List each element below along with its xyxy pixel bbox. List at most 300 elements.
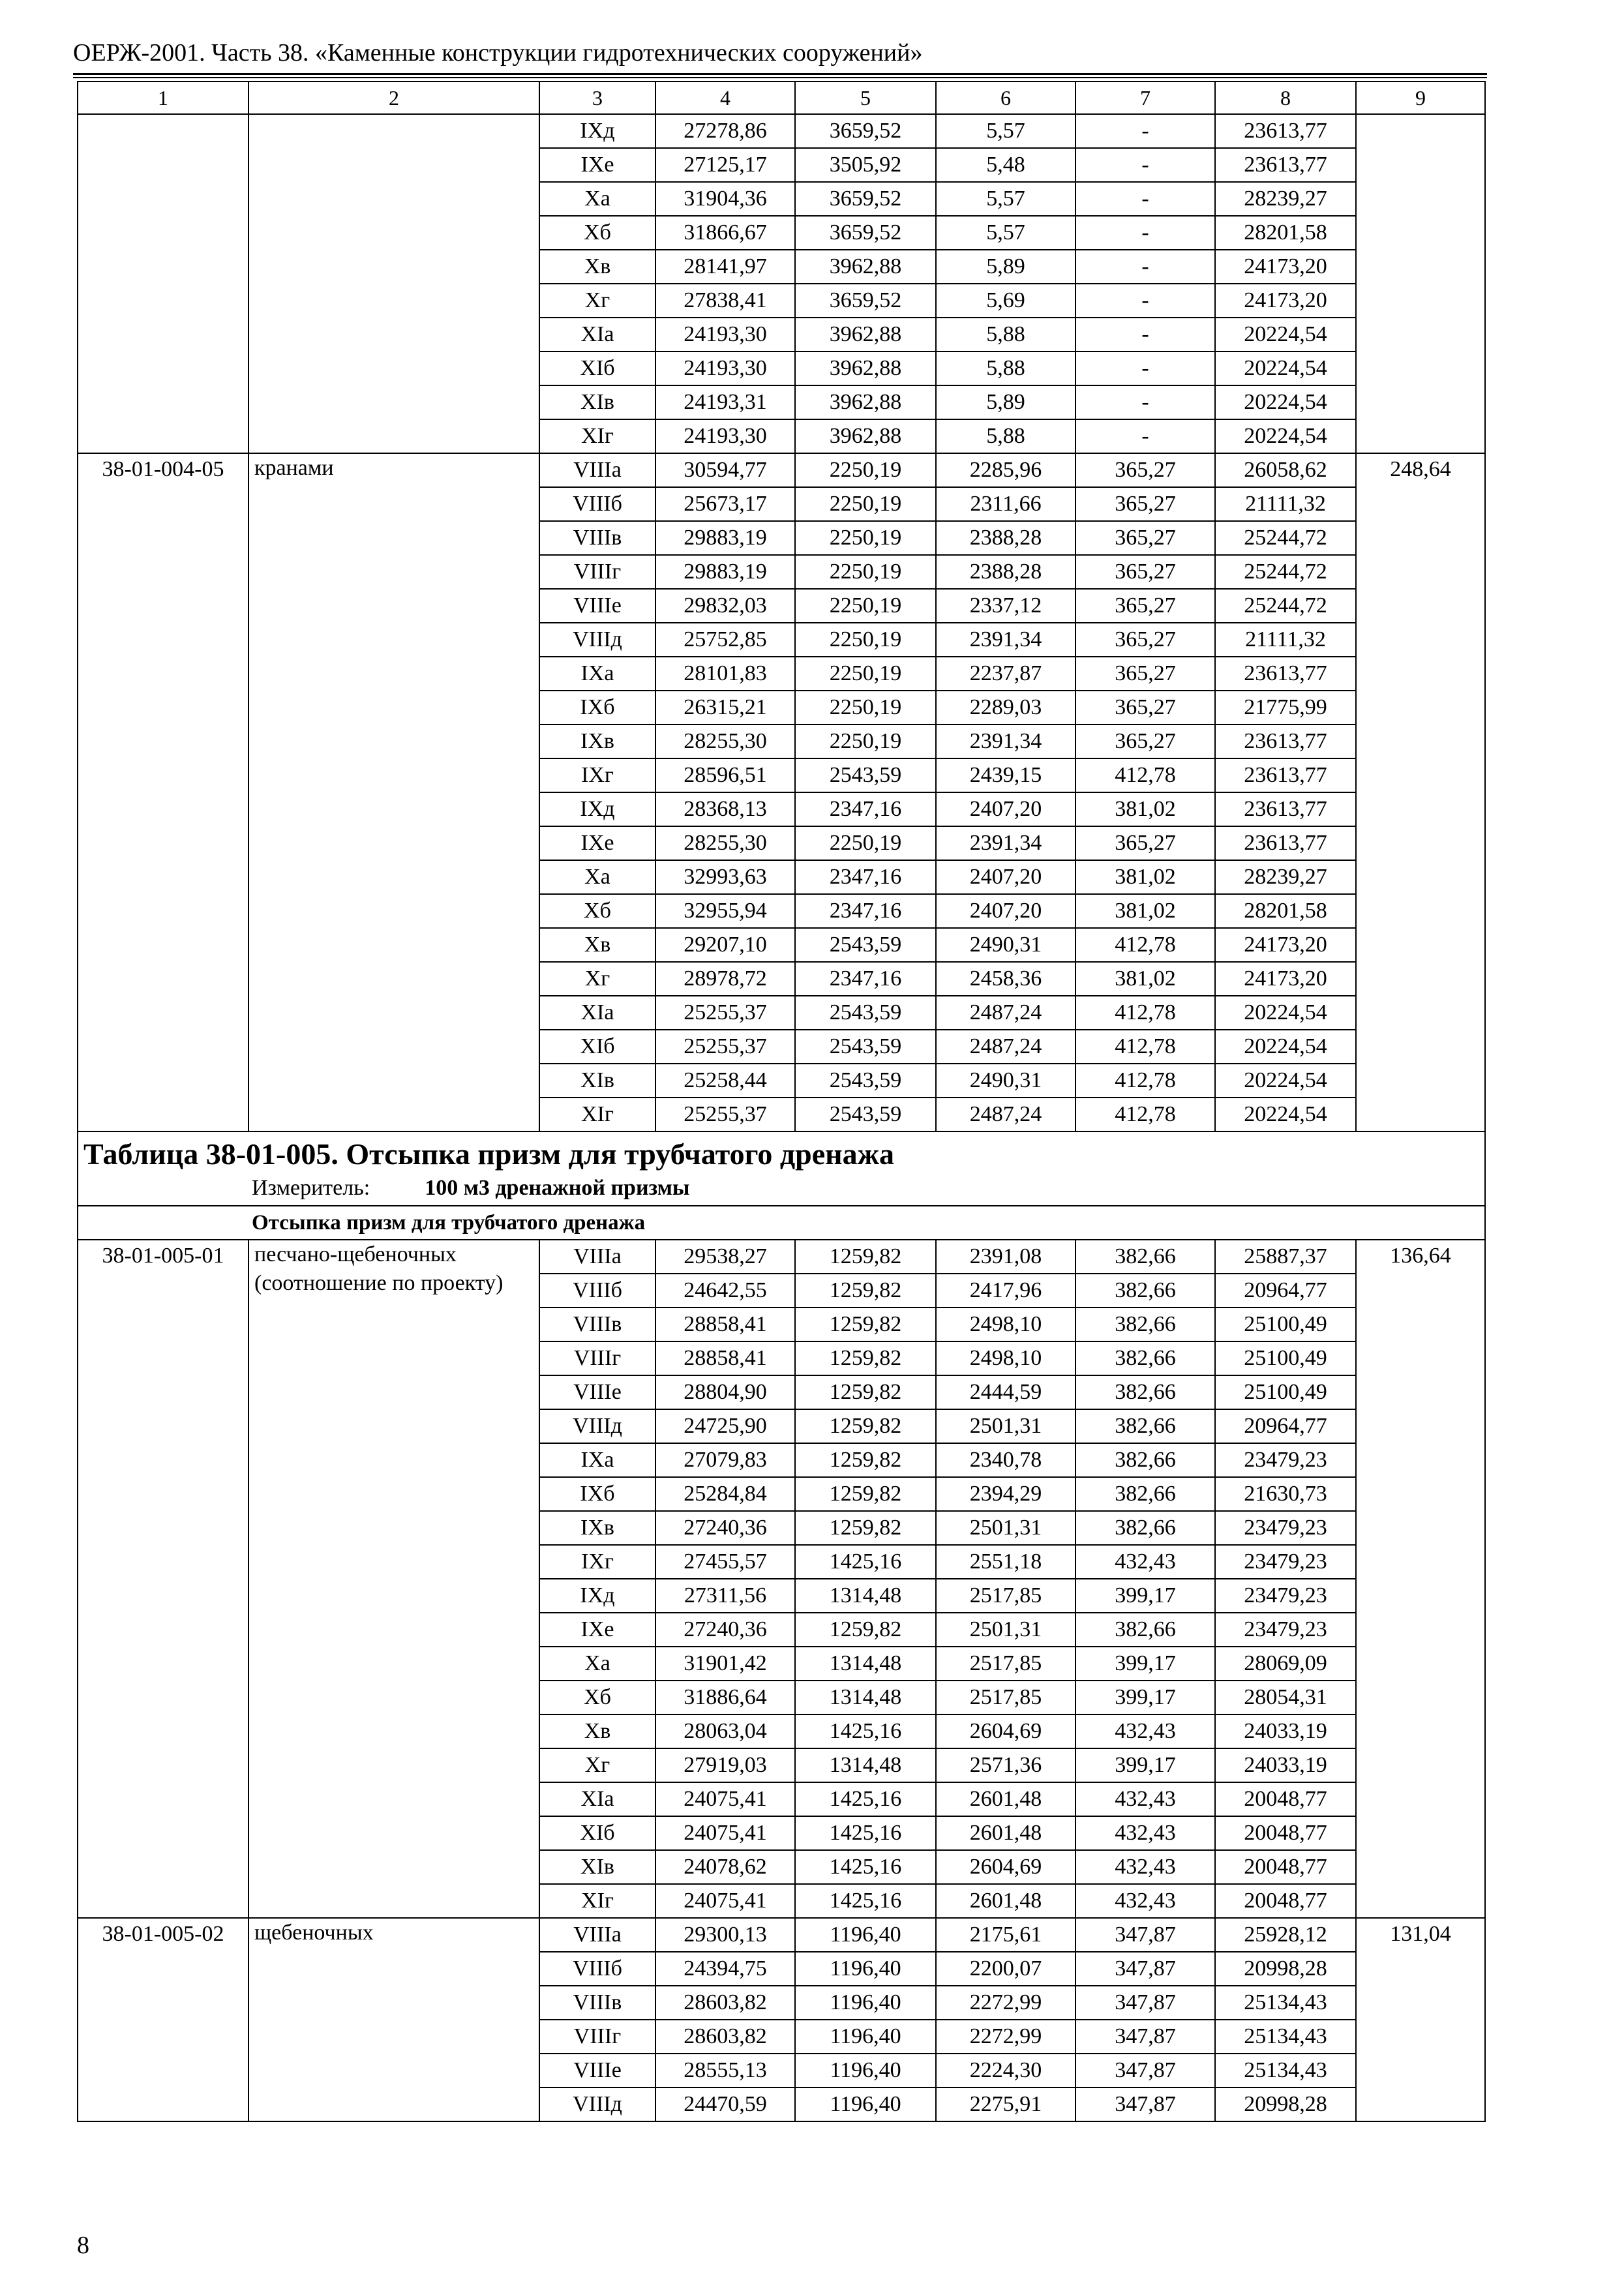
cell-class: VIIIг	[539, 1341, 655, 1375]
cell-col4: 27240,36	[655, 1613, 795, 1647]
cell-col8: 24173,20	[1215, 284, 1356, 318]
cell-col8: 20048,77	[1215, 1884, 1356, 1918]
cell-class: XIa	[539, 1782, 655, 1816]
cell-col6: 2517,85	[936, 1681, 1075, 1714]
cell-col8: 24033,19	[1215, 1714, 1356, 1748]
cell-col6: 2388,28	[936, 555, 1075, 589]
cell-col5: 2543,59	[795, 1098, 936, 1131]
cell-class: XIб	[539, 1816, 655, 1850]
cell-col4: 29207,10	[655, 928, 795, 962]
cell-col8: 20998,28	[1215, 1952, 1356, 1986]
cell-col5: 1259,82	[795, 1477, 936, 1511]
cell-col7: -	[1075, 216, 1215, 250]
cell-col8: 25134,43	[1215, 2054, 1356, 2087]
column-number: 6	[936, 82, 1075, 114]
cell-class: XIг	[539, 1884, 655, 1918]
cell-col7: -	[1075, 284, 1215, 318]
cell-col8: 21630,73	[1215, 1477, 1356, 1511]
cell-class: XIв	[539, 1850, 655, 1884]
cell-col4: 24193,30	[655, 318, 795, 352]
cell-col4: 28804,90	[655, 1375, 795, 1409]
section-subheading: Отсыпка призм для трубчатого дренажа	[78, 1206, 1485, 1240]
cell-col4: 25255,37	[655, 1030, 795, 1064]
column-number: 9	[1356, 82, 1485, 114]
cell-col8: 25244,72	[1215, 521, 1356, 555]
cell-col4: 29883,19	[655, 555, 795, 589]
cell-col8: 25100,49	[1215, 1308, 1356, 1341]
cell-col4: 26315,21	[655, 691, 795, 725]
table-row	[78, 1240, 1485, 1274]
cell-col7: 382,66	[1075, 1375, 1215, 1409]
cell-col7: 365,27	[1075, 623, 1215, 657]
cell-col5: 1314,48	[795, 1681, 936, 1714]
cell-class: Xг	[539, 284, 655, 318]
cell-col6: 2490,31	[936, 1064, 1075, 1098]
cell-col7: 399,17	[1075, 1647, 1215, 1681]
cell-col6: 2175,61	[936, 1918, 1075, 1952]
cell-col5: 3505,92	[795, 148, 936, 182]
cell-col5: 1425,16	[795, 1850, 936, 1884]
cell-col8: 28201,58	[1215, 894, 1356, 928]
cell-col6: 5,69	[936, 284, 1075, 318]
cell-class: IXд	[539, 1579, 655, 1613]
cell-col6: 2275,91	[936, 2087, 1075, 2121]
cell-col8: 23613,77	[1215, 725, 1356, 758]
cell-col5: 2347,16	[795, 860, 936, 894]
cell-col4: 24193,30	[655, 419, 795, 453]
cell-col7: 382,66	[1075, 1443, 1215, 1477]
cell-col6: 2571,36	[936, 1748, 1075, 1782]
cell-class: VIIIг	[539, 2020, 655, 2054]
cell-col4: 24642,55	[655, 1274, 795, 1308]
cell-col7: 365,27	[1075, 453, 1215, 487]
cell-col4: 28603,82	[655, 1986, 795, 2020]
column-number: 3	[539, 82, 655, 114]
cell-col7: 347,87	[1075, 2087, 1215, 2121]
cell-col6: 5,57	[936, 182, 1075, 216]
cell-col6: 2604,69	[936, 1714, 1075, 1748]
cell-col5: 1259,82	[795, 1409, 936, 1443]
cell-col5: 1314,48	[795, 1579, 936, 1613]
cell-col8: 23479,23	[1215, 1579, 1356, 1613]
cell-col5: 3659,52	[795, 182, 936, 216]
cell-col5: 1259,82	[795, 1375, 936, 1409]
cell-code: 38-01-004-05	[78, 453, 248, 1131]
cell-class: Xг	[539, 962, 655, 996]
cell-col5: 3962,88	[795, 318, 936, 352]
cell-col5: 2250,19	[795, 725, 936, 758]
cell-col5: 1196,40	[795, 1918, 936, 1952]
cell-col4: 25255,37	[655, 996, 795, 1030]
cell-col4: 27125,17	[655, 148, 795, 182]
cell-col5: 3659,52	[795, 216, 936, 250]
cell-col5: 1425,16	[795, 1714, 936, 1748]
column-number: 4	[655, 82, 795, 114]
cell-col7: 399,17	[1075, 1681, 1215, 1714]
cell-col6: 2490,31	[936, 928, 1075, 962]
cell-col6: 2487,24	[936, 1030, 1075, 1064]
cell-col7: 382,66	[1075, 1613, 1215, 1647]
cell-col5: 3962,88	[795, 352, 936, 385]
cell-class: IXa	[539, 657, 655, 691]
cell-col7: -	[1075, 114, 1215, 148]
cell-class: Xг	[539, 1748, 655, 1782]
cell-class: IXe	[539, 826, 655, 860]
cell-class: Xв	[539, 250, 655, 284]
cell-col4: 28596,51	[655, 758, 795, 792]
cell-col6: 2340,78	[936, 1443, 1075, 1477]
cell-col6: 2394,29	[936, 1477, 1075, 1511]
cell-col7: 399,17	[1075, 1579, 1215, 1613]
cell-col6: 2604,69	[936, 1850, 1075, 1884]
cell-class: VIIIв	[539, 521, 655, 555]
cell-col4: 24075,41	[655, 1816, 795, 1850]
cell-col7: 381,02	[1075, 962, 1215, 996]
cell-class: Xв	[539, 928, 655, 962]
cell-col7: 412,78	[1075, 1098, 1215, 1131]
cell-col7: 432,43	[1075, 1782, 1215, 1816]
cell-class: VIIIa	[539, 1918, 655, 1952]
cell-col6: 2601,48	[936, 1782, 1075, 1816]
cell-col6: 2391,08	[936, 1240, 1075, 1274]
cell-col7: -	[1075, 318, 1215, 352]
cell-class: VIIIa	[539, 1240, 655, 1274]
cell-col4: 25258,44	[655, 1064, 795, 1098]
cell-col5: 2250,19	[795, 623, 936, 657]
table-title-cell	[78, 1131, 1485, 1206]
cell-col8: 20224,54	[1215, 318, 1356, 352]
cell-col5: 3962,88	[795, 250, 936, 284]
cell-col8: 23613,77	[1215, 792, 1356, 826]
cell-col4: 27079,83	[655, 1443, 795, 1477]
subheading-row	[78, 1206, 1485, 1240]
cell-col7: 347,87	[1075, 1918, 1215, 1952]
cell-code: 38-01-005-02	[78, 1918, 248, 2121]
cell-col7: 382,66	[1075, 1341, 1215, 1375]
cell-col9: 131,04	[1356, 1918, 1485, 2121]
cell-col7: 412,78	[1075, 996, 1215, 1030]
cell-class: IXв	[539, 725, 655, 758]
cell-col4: 28255,30	[655, 725, 795, 758]
cell-col8: 23479,23	[1215, 1511, 1356, 1545]
cell-class: Xб	[539, 1681, 655, 1714]
cell-col6: 2601,48	[936, 1884, 1075, 1918]
measure-row	[83, 1174, 1479, 1203]
cell-col8: 20224,54	[1215, 1098, 1356, 1131]
cell-col6: 5,89	[936, 250, 1075, 284]
cell-col6: 2311,66	[936, 487, 1075, 521]
cell-class: VIIIe	[539, 1375, 655, 1409]
cell-class: VIIIa	[539, 453, 655, 487]
cell-col4: 29300,13	[655, 1918, 795, 1952]
cell-col8: 20998,28	[1215, 2087, 1356, 2121]
cell-col4: 24193,31	[655, 385, 795, 419]
cell-col5: 2543,59	[795, 1030, 936, 1064]
cell-col5: 1196,40	[795, 2054, 936, 2087]
cell-col5: 2250,19	[795, 657, 936, 691]
cell-col4: 28603,82	[655, 2020, 795, 2054]
cell-col8: 25244,72	[1215, 589, 1356, 623]
cell-col6: 2417,96	[936, 1274, 1075, 1308]
cell-col8: 20048,77	[1215, 1816, 1356, 1850]
cell-col6: 2237,87	[936, 657, 1075, 691]
table-section-header	[78, 1131, 1485, 1206]
cell-col6: 2487,24	[936, 996, 1075, 1030]
cell-col8: 28201,58	[1215, 216, 1356, 250]
cell-col4: 31886,64	[655, 1681, 795, 1714]
cell-col4: 24075,41	[655, 1884, 795, 1918]
cell-col8: 20048,77	[1215, 1782, 1356, 1816]
cell-col5: 2347,16	[795, 962, 936, 996]
page-number: 8	[77, 2232, 89, 2259]
cell-col5: 2543,59	[795, 928, 936, 962]
cell-col6: 2501,31	[936, 1409, 1075, 1443]
cell-col7: 382,66	[1075, 1308, 1215, 1341]
cell-col6: 2517,85	[936, 1579, 1075, 1613]
cell-col4: 29883,19	[655, 521, 795, 555]
column-number-row	[78, 82, 1485, 114]
cell-col5: 1259,82	[795, 1240, 936, 1274]
cell-col6: 2439,15	[936, 758, 1075, 792]
cell-col7: 382,66	[1075, 1274, 1215, 1308]
cell-class: IXг	[539, 1545, 655, 1579]
cell-col6: 2407,20	[936, 894, 1075, 928]
cell-col4: 28368,13	[655, 792, 795, 826]
cell-col4: 27455,57	[655, 1545, 795, 1579]
cell-col7: 412,78	[1075, 928, 1215, 962]
cell-col6: 5,88	[936, 352, 1075, 385]
cell-col8: 20048,77	[1215, 1850, 1356, 1884]
cell-class: Xб	[539, 894, 655, 928]
cell-class: VIIIв	[539, 1986, 655, 2020]
cell-col6: 5,57	[936, 216, 1075, 250]
cell-col5: 3659,52	[795, 114, 936, 148]
cell-col5: 2347,16	[795, 894, 936, 928]
cell-class: Xa	[539, 860, 655, 894]
cell-col6: 2337,12	[936, 589, 1075, 623]
cell-col8: 20224,54	[1215, 1030, 1356, 1064]
cell-class: VIIIб	[539, 487, 655, 521]
cell-col4: 28101,83	[655, 657, 795, 691]
cell-col7: 381,02	[1075, 860, 1215, 894]
cell-class: XIг	[539, 1098, 655, 1131]
cell-col7: 399,17	[1075, 1748, 1215, 1782]
cell-class: Xв	[539, 1714, 655, 1748]
cell-col4: 28555,13	[655, 2054, 795, 2087]
cell-col5: 1259,82	[795, 1511, 936, 1545]
cell-col5: 1425,16	[795, 1782, 936, 1816]
cell-class: XIв	[539, 385, 655, 419]
cell-col4: 25752,85	[655, 623, 795, 657]
cell-col4: 27278,86	[655, 114, 795, 148]
cell-col8: 23613,77	[1215, 657, 1356, 691]
cell-col7: 382,66	[1075, 1511, 1215, 1545]
cell-col8: 24033,19	[1215, 1748, 1356, 1782]
cell-class: XIa	[539, 318, 655, 352]
cell-col4: 25673,17	[655, 487, 795, 521]
cell-class: VIIIб	[539, 1952, 655, 1986]
cell-col5: 2250,19	[795, 453, 936, 487]
column-number: 5	[795, 82, 936, 114]
cell-col8: 25887,37	[1215, 1240, 1356, 1274]
cell-col5: 2543,59	[795, 758, 936, 792]
cell-col4: 32993,63	[655, 860, 795, 894]
cell-class: Xб	[539, 216, 655, 250]
cell-col4: 24394,75	[655, 1952, 795, 1986]
cell-col6: 2444,59	[936, 1375, 1075, 1409]
cell-class: Xa	[539, 182, 655, 216]
cell-col7: 347,87	[1075, 1952, 1215, 1986]
cell-col8: 28069,09	[1215, 1647, 1356, 1681]
cell-col4: 31866,67	[655, 216, 795, 250]
cell-col4: 28255,30	[655, 826, 795, 860]
cell-col4: 31901,42	[655, 1647, 795, 1681]
cell-col5: 1196,40	[795, 1952, 936, 1986]
cell-col5: 3962,88	[795, 419, 936, 453]
cell-col4: 24075,41	[655, 1782, 795, 1816]
cell-col4: 28858,41	[655, 1308, 795, 1341]
cell-col6: 5,57	[936, 114, 1075, 148]
cell-class: VIIIд	[539, 1409, 655, 1443]
cell-col8: 23613,77	[1215, 826, 1356, 860]
cell-col9: 248,64	[1356, 453, 1485, 1131]
cell-col6: 2285,96	[936, 453, 1075, 487]
cell-col7: 365,27	[1075, 589, 1215, 623]
cell-col8: 21775,99	[1215, 691, 1356, 725]
cell-col4: 27838,41	[655, 284, 795, 318]
column-number: 1	[78, 82, 248, 114]
cell-col5: 1259,82	[795, 1308, 936, 1341]
cell-col7: 365,27	[1075, 725, 1215, 758]
cell-col5: 2250,19	[795, 487, 936, 521]
cell-col8: 28054,31	[1215, 1681, 1356, 1714]
cell-col7: 412,78	[1075, 1064, 1215, 1098]
cell-col7: -	[1075, 419, 1215, 453]
cell-col4: 24725,90	[655, 1409, 795, 1443]
cell-col6: 2391,34	[936, 826, 1075, 860]
cell-col5: 1314,48	[795, 1748, 936, 1782]
cell-col7: 382,66	[1075, 1240, 1215, 1274]
cell-col7: 432,43	[1075, 1816, 1215, 1850]
cell-col4: 27919,03	[655, 1748, 795, 1782]
cell-col8: 20224,54	[1215, 385, 1356, 419]
cell-col6: 2388,28	[936, 521, 1075, 555]
cell-name	[248, 114, 539, 453]
cell-col8: 20224,54	[1215, 1064, 1356, 1098]
cell-col5: 1259,82	[795, 1341, 936, 1375]
cell-col8: 24173,20	[1215, 928, 1356, 962]
cell-col8: 20964,77	[1215, 1274, 1356, 1308]
header-rule-thin	[73, 77, 1487, 78]
cell-col7: 365,27	[1075, 521, 1215, 555]
cell-col7: 365,27	[1075, 691, 1215, 725]
cell-col7: -	[1075, 250, 1215, 284]
cell-col5: 2543,59	[795, 1064, 936, 1098]
table-row	[78, 1918, 1485, 1952]
table-title: Таблица 38-01-005. Отсыпка призм для трубчатого дренажа	[83, 1137, 895, 1171]
cell-col5: 1425,16	[795, 1545, 936, 1579]
cell-col4: 24078,62	[655, 1850, 795, 1884]
cell-col7: 382,66	[1075, 1409, 1215, 1443]
cell-code: 38-01-005-01	[78, 1240, 248, 1918]
cell-class: IXб	[539, 691, 655, 725]
cell-col7: 365,27	[1075, 826, 1215, 860]
cell-col8: 23479,23	[1215, 1613, 1356, 1647]
cell-col7: 432,43	[1075, 1545, 1215, 1579]
cell-col8: 26058,62	[1215, 453, 1356, 487]
cell-name: щебеночных	[248, 1918, 539, 2121]
cell-col5: 2250,19	[795, 589, 936, 623]
cell-col6: 5,88	[936, 419, 1075, 453]
column-number: 8	[1215, 82, 1356, 114]
table-row	[78, 453, 1485, 487]
cell-col5: 1196,40	[795, 1986, 936, 2020]
cell-col5: 1314,48	[795, 1647, 936, 1681]
column-number: 2	[248, 82, 539, 114]
cell-col7: 381,02	[1075, 792, 1215, 826]
cell-col5: 2250,19	[795, 826, 936, 860]
cell-col8: 25244,72	[1215, 555, 1356, 589]
rates-table	[77, 81, 1486, 2122]
cell-col8: 25100,49	[1215, 1341, 1356, 1375]
cell-col4: 27240,36	[655, 1511, 795, 1545]
cell-col4: 28141,97	[655, 250, 795, 284]
cell-col7: -	[1075, 148, 1215, 182]
cell-class: XIб	[539, 352, 655, 385]
cell-col7: 347,87	[1075, 2020, 1215, 2054]
cell-col8: 28239,27	[1215, 860, 1356, 894]
cell-class: VIIIв	[539, 1308, 655, 1341]
cell-col7: 365,27	[1075, 487, 1215, 521]
cell-col8: 23479,23	[1215, 1443, 1356, 1477]
cell-col8: 21111,32	[1215, 623, 1356, 657]
cell-col8: 25134,43	[1215, 1986, 1356, 2020]
header-rule	[73, 73, 1487, 75]
cell-col5: 1259,82	[795, 1274, 936, 1308]
cell-col5: 3962,88	[795, 385, 936, 419]
cell-class: XIa	[539, 996, 655, 1030]
cell-col5: 1259,82	[795, 1443, 936, 1477]
cell-col4: 25284,84	[655, 1477, 795, 1511]
cell-col6: 2551,18	[936, 1545, 1075, 1579]
cell-col9	[1356, 114, 1485, 453]
cell-col7: 347,87	[1075, 1986, 1215, 2020]
cell-col8: 24173,20	[1215, 962, 1356, 996]
cell-class: XIб	[539, 1030, 655, 1064]
cell-col6: 2272,99	[936, 1986, 1075, 2020]
measure-value: 100 м3 дренажной призмы	[425, 1176, 690, 1200]
cell-col6: 5,88	[936, 318, 1075, 352]
cell-col5: 1425,16	[795, 1816, 936, 1850]
cell-class: IXг	[539, 758, 655, 792]
cell-col4: 24470,59	[655, 2087, 795, 2121]
cell-name: кранами	[248, 453, 539, 1131]
cell-col4: 29538,27	[655, 1240, 795, 1274]
cell-col6: 2498,10	[936, 1341, 1075, 1375]
cell-col5: 2543,59	[795, 996, 936, 1030]
cell-col4: 32955,94	[655, 894, 795, 928]
cell-col6: 5,89	[936, 385, 1075, 419]
measure-label: Измеритель:	[252, 1176, 370, 1200]
cell-col5: 1425,16	[795, 1884, 936, 1918]
cell-class: Xa	[539, 1647, 655, 1681]
cell-col5: 1259,82	[795, 1613, 936, 1647]
cell-col8: 25134,43	[1215, 2020, 1356, 2054]
cell-class: VIIIд	[539, 2087, 655, 2121]
cell-col6: 2200,07	[936, 1952, 1075, 1986]
cell-col7: 412,78	[1075, 758, 1215, 792]
cell-col4: 24193,30	[655, 352, 795, 385]
